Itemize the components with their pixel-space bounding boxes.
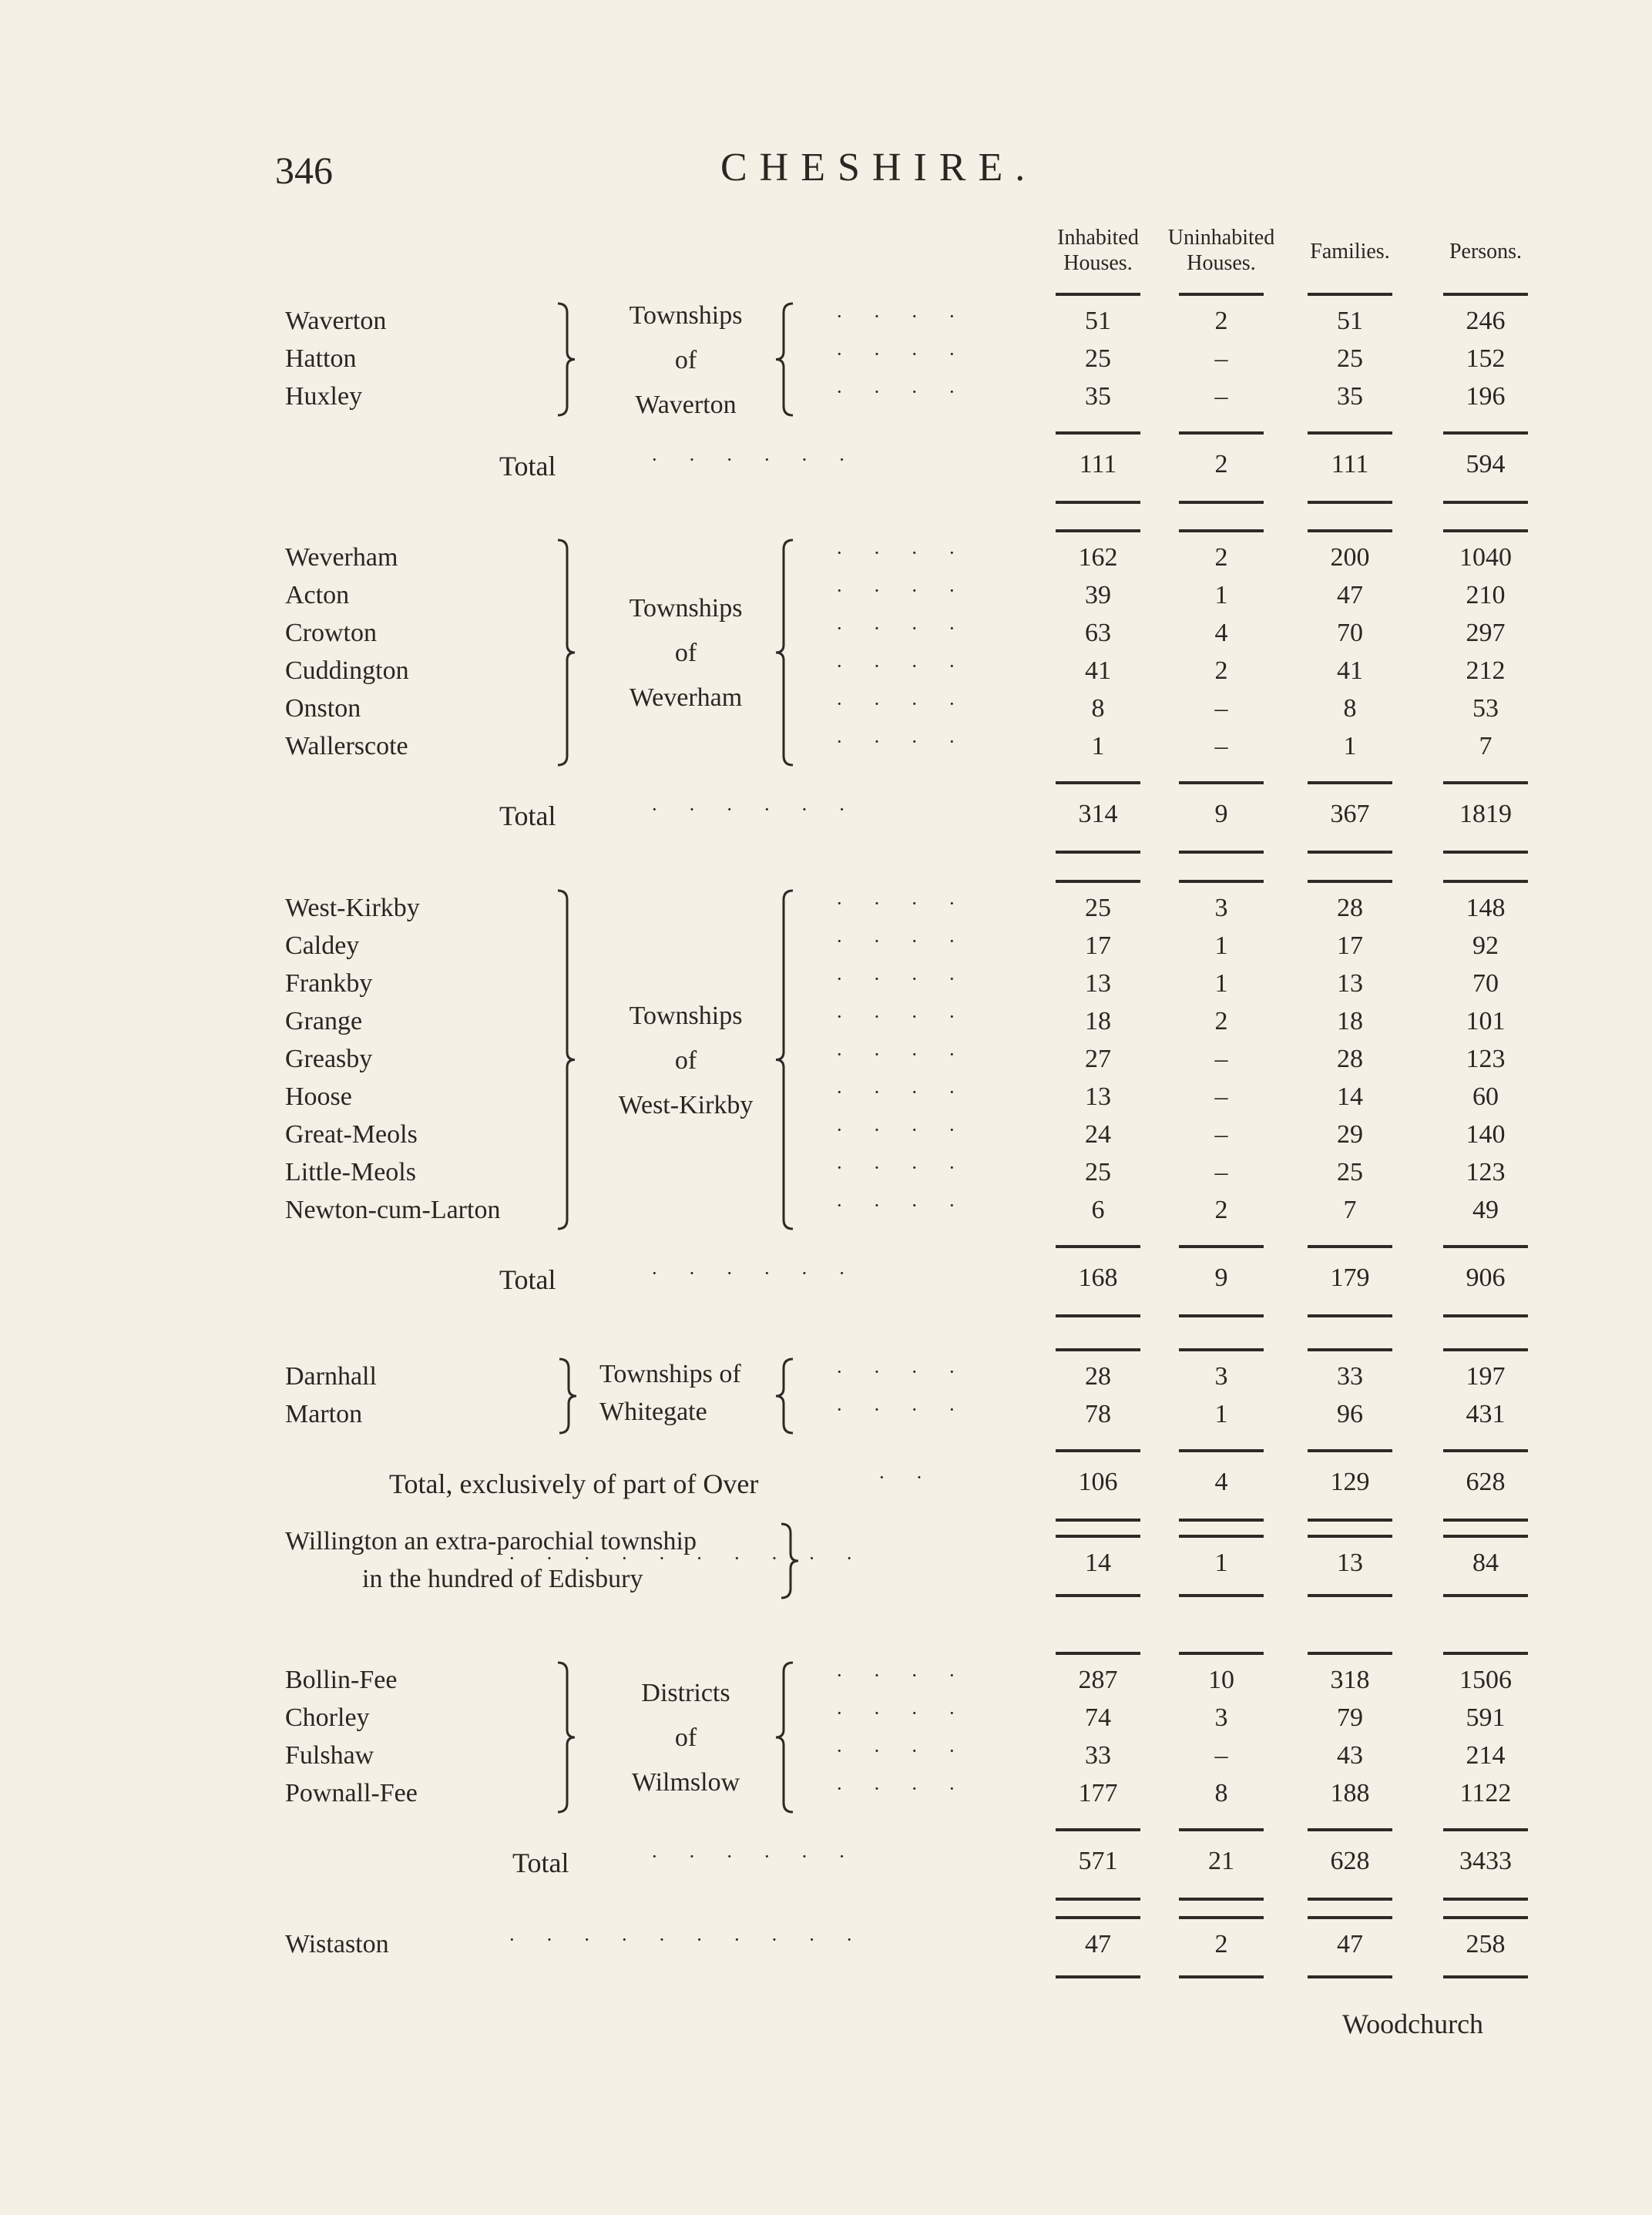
data-cell: 3 — [1214, 1703, 1228, 1732]
data-cell: 1 — [1091, 732, 1105, 760]
leader-dots: ···· — [836, 579, 986, 602]
column-rule — [1056, 501, 1140, 504]
column-rule — [1308, 1916, 1392, 1919]
data-cell: 49 — [1472, 1196, 1499, 1224]
column-rule — [1056, 1975, 1140, 1978]
column-rule — [1179, 1828, 1264, 1831]
data-cell: 431 — [1466, 1400, 1506, 1428]
data-cell: 1 — [1214, 581, 1228, 609]
group-label: Townships — [629, 594, 743, 623]
data-cell: 92 — [1472, 931, 1499, 960]
leader-dots: ···· — [836, 617, 986, 639]
data-cell: 25 — [1085, 1158, 1111, 1186]
column-rule — [1056, 1535, 1140, 1538]
leader-dots: ···· — [836, 655, 986, 677]
data-cell: 13 — [1337, 1549, 1363, 1577]
leader-dots: ···· — [836, 343, 986, 365]
page-number: 346 — [275, 149, 333, 192]
leader-dots: ···· — [836, 1361, 986, 1383]
data-cell: 123 — [1466, 1158, 1506, 1186]
column-rule — [1056, 1594, 1140, 1597]
right-brace — [556, 1358, 579, 1435]
data-cell: 28 — [1337, 894, 1363, 922]
column-rule — [1056, 880, 1140, 883]
place-name: in the hundred of Edisbury — [362, 1565, 643, 1593]
column-rule — [1308, 1898, 1392, 1901]
column-rule — [1179, 293, 1264, 296]
data-cell: 8 — [1091, 694, 1105, 723]
data-cell: 39 — [1085, 581, 1111, 609]
total-cell: 2 — [1214, 450, 1228, 478]
column-rule — [1308, 1348, 1392, 1351]
place-name: Caldey — [285, 931, 360, 960]
data-cell: 33 — [1085, 1741, 1111, 1770]
data-cell: 25 — [1337, 344, 1363, 373]
right-brace — [555, 1661, 578, 1814]
data-cell: 188 — [1330, 1779, 1370, 1807]
data-cell: 287 — [1078, 1666, 1118, 1694]
column-rule — [1308, 851, 1392, 854]
column-rule — [1443, 1535, 1528, 1538]
total-cell: 4 — [1214, 1468, 1228, 1496]
catchword: Woodchurch — [1342, 2009, 1484, 2039]
leader-dots: ···· — [836, 305, 986, 327]
leader-dots: ···· — [836, 1156, 986, 1179]
data-cell: 96 — [1337, 1400, 1363, 1428]
column-rule — [1179, 1898, 1264, 1901]
data-cell: 41 — [1085, 656, 1111, 685]
right-brace — [555, 539, 578, 767]
place-name: Bollin-Fee — [285, 1666, 398, 1694]
right-brace — [555, 889, 578, 1230]
column-rule — [1056, 1898, 1140, 1901]
column-rule — [1443, 1652, 1528, 1655]
leader-dots: ······ — [651, 1845, 876, 1868]
leader-dots: ···· — [836, 381, 986, 403]
place-name: Darnhall — [285, 1362, 377, 1391]
data-cell: 200 — [1330, 543, 1370, 572]
place-name: Greasby — [285, 1045, 373, 1073]
total-cell: 1819 — [1459, 800, 1512, 828]
data-cell: 2 — [1214, 1196, 1228, 1224]
left-brace — [773, 1661, 796, 1814]
group-label: of — [674, 1045, 697, 1075]
column-rule — [1179, 1535, 1264, 1538]
leader-dots: ······ — [651, 448, 876, 471]
column-rule — [1056, 1519, 1140, 1522]
data-cell: 17 — [1085, 931, 1111, 960]
place-name: West-Kirkby — [285, 894, 420, 922]
leader-dots: ···· — [836, 1398, 986, 1421]
leader-dots: ···· — [836, 1119, 986, 1141]
data-cell: 13 — [1085, 969, 1111, 998]
column-rule — [1308, 1519, 1392, 1522]
data-cell: 25 — [1085, 344, 1111, 373]
group-label: Waverton — [635, 390, 737, 419]
column-rule — [1179, 1449, 1264, 1452]
data-cell: 246 — [1466, 307, 1506, 335]
column-rule — [1308, 1652, 1392, 1655]
place-name: Willington an extra-parochial township — [285, 1527, 697, 1556]
data-cell: 84 — [1472, 1549, 1499, 1577]
column-rule — [1056, 1348, 1140, 1351]
column-rule — [1179, 1916, 1264, 1919]
place-name: Hoose — [285, 1082, 352, 1111]
total-label: Total, exclusively of part of Over — [389, 1468, 759, 1499]
data-cell: – — [1214, 1045, 1228, 1073]
data-cell: 2 — [1214, 543, 1228, 572]
data-cell: – — [1214, 732, 1228, 760]
data-cell: 2 — [1214, 1930, 1228, 1958]
data-cell: 1040 — [1459, 543, 1512, 572]
group-label: Weverham — [629, 683, 743, 712]
column-rule — [1443, 1314, 1528, 1317]
data-cell: 35 — [1085, 382, 1111, 411]
place-name: Crowton — [285, 619, 377, 647]
data-cell: 140 — [1466, 1120, 1506, 1149]
leader-dots: ···· — [836, 930, 986, 952]
families-header: Families. — [1310, 240, 1390, 263]
leader-dots: ······ — [651, 1262, 876, 1284]
column-rule — [1179, 1348, 1264, 1351]
data-cell: 1122 — [1459, 1779, 1512, 1807]
data-cell: 79 — [1337, 1703, 1363, 1732]
running-title: CHESHIRE. — [720, 146, 1038, 190]
data-cell: 47 — [1085, 1930, 1111, 1958]
column-rule — [1056, 529, 1140, 532]
column-rule — [1179, 781, 1264, 784]
column-rule — [1443, 431, 1528, 435]
data-cell: 2 — [1214, 656, 1228, 685]
right-brace — [555, 302, 578, 417]
total-cell: 367 — [1330, 800, 1370, 828]
data-cell: 7 — [1479, 732, 1493, 760]
leader-dots: ···· — [836, 693, 986, 715]
data-cell: – — [1214, 1158, 1228, 1186]
group-label: of — [674, 345, 697, 374]
column-rule — [1179, 1652, 1264, 1655]
leader-dots: ···· — [836, 542, 986, 564]
column-rule — [1443, 880, 1528, 883]
column-rule — [1443, 1519, 1528, 1522]
place-name: Pownall-Fee — [285, 1779, 418, 1807]
data-cell: – — [1214, 1082, 1228, 1111]
group-label: Wilmslow — [631, 1768, 740, 1797]
total-cell: 168 — [1078, 1264, 1118, 1292]
uninhabited-houses-header: Uninhabited Houses. — [1167, 226, 1275, 275]
leader-dots: ···· — [836, 968, 986, 990]
group-label: Districts — [641, 1679, 730, 1707]
column-rule — [1308, 529, 1392, 532]
total-cell: 21 — [1208, 1847, 1234, 1875]
data-cell: 63 — [1085, 619, 1111, 647]
data-cell: 1 — [1214, 931, 1228, 960]
data-cell: – — [1214, 344, 1228, 373]
column-rule — [1308, 1594, 1392, 1597]
group-label: of — [674, 639, 697, 667]
total-label: Total — [512, 1848, 569, 1878]
column-rule — [1443, 501, 1528, 504]
leader-dots: ···· — [836, 1777, 986, 1800]
data-cell: 212 — [1466, 656, 1506, 685]
total-cell: 179 — [1330, 1264, 1370, 1292]
data-cell: 1 — [1214, 969, 1228, 998]
place-name: Marton — [285, 1400, 363, 1428]
data-cell: 591 — [1466, 1703, 1506, 1732]
left-brace — [773, 1358, 796, 1435]
column-rule — [1056, 1245, 1140, 1248]
data-cell: 41 — [1337, 656, 1363, 685]
total-cell: 129 — [1330, 1468, 1370, 1496]
total-cell: 3433 — [1459, 1847, 1512, 1875]
column-rule — [1056, 781, 1140, 784]
data-cell: 297 — [1466, 619, 1506, 647]
data-cell: 3 — [1214, 1362, 1228, 1391]
persons-header: Persons. — [1449, 240, 1523, 263]
leader-dots: ·········· — [509, 1547, 884, 1569]
leader-dots: ·········· — [509, 1928, 884, 1951]
group-label: of — [674, 1723, 697, 1752]
data-cell: 47 — [1337, 1930, 1363, 1958]
column-rule — [1179, 880, 1264, 883]
leader-dots: ······ — [651, 798, 876, 821]
leader-dots: ···· — [836, 1081, 986, 1103]
data-cell: 51 — [1337, 307, 1363, 335]
data-cell: 74 — [1085, 1703, 1111, 1732]
total-cell: 571 — [1078, 1847, 1118, 1875]
data-cell: 197 — [1466, 1362, 1506, 1391]
data-cell: 318 — [1330, 1666, 1370, 1694]
total-cell: 111 — [1331, 450, 1369, 478]
place-name: Wistaston — [285, 1930, 389, 1958]
column-rule — [1179, 529, 1264, 532]
column-rule — [1179, 501, 1264, 504]
column-rule — [1308, 1975, 1392, 1978]
column-rule — [1443, 1916, 1528, 1919]
total-cell: 906 — [1466, 1264, 1506, 1292]
data-cell: 196 — [1466, 382, 1506, 411]
data-cell: 60 — [1472, 1082, 1499, 1111]
data-cell: 162 — [1078, 543, 1118, 572]
data-cell: 8 — [1214, 1779, 1228, 1807]
column-rule — [1056, 1828, 1140, 1831]
total-cell: 628 — [1466, 1468, 1506, 1496]
place-name: Newton-cum-Larton — [285, 1196, 501, 1224]
column-rule — [1056, 1652, 1140, 1655]
data-cell: 152 — [1466, 344, 1506, 373]
leader-dots: ···· — [836, 1740, 986, 1762]
column-rule — [1443, 1245, 1528, 1248]
data-cell: 43 — [1337, 1741, 1363, 1770]
column-rule — [1443, 781, 1528, 784]
data-cell: – — [1214, 1741, 1228, 1770]
column-rule — [1443, 293, 1528, 296]
place-name: Cuddington — [285, 656, 409, 685]
inhabited-houses-header: Inhabited Houses. — [1057, 226, 1139, 275]
column-rule — [1056, 1916, 1140, 1919]
leader-dots: ·· — [878, 1466, 954, 1488]
data-cell: 3 — [1214, 894, 1228, 922]
place-name: Grange — [285, 1007, 363, 1035]
total-label: Total — [499, 1264, 556, 1295]
data-cell: 1506 — [1459, 1666, 1512, 1694]
data-cell: 25 — [1337, 1158, 1363, 1186]
data-cell: 2 — [1214, 1007, 1228, 1035]
column-rule — [1308, 1828, 1392, 1831]
column-rule — [1308, 781, 1392, 784]
column-rule — [1179, 851, 1264, 854]
data-cell: 10 — [1208, 1666, 1234, 1694]
data-cell: 13 — [1337, 969, 1363, 998]
total-cell: 9 — [1214, 1264, 1228, 1292]
place-name: Little-Meols — [285, 1158, 416, 1186]
data-cell: 1 — [1214, 1549, 1228, 1577]
data-cell: 47 — [1337, 581, 1363, 609]
data-cell: 70 — [1472, 969, 1499, 998]
data-cell: 4 — [1214, 619, 1228, 647]
data-cell: 101 — [1466, 1007, 1506, 1035]
data-cell: 123 — [1466, 1045, 1506, 1073]
data-cell: – — [1214, 382, 1228, 411]
data-cell: 210 — [1466, 581, 1506, 609]
left-brace — [773, 302, 796, 417]
leader-dots: ···· — [836, 1043, 986, 1066]
column-rule — [1308, 1535, 1392, 1538]
data-cell: 6 — [1091, 1196, 1105, 1224]
column-rule — [1443, 1975, 1528, 1978]
total-cell: 628 — [1330, 1847, 1370, 1875]
place-name: Wallerscote — [285, 732, 408, 760]
place-name: Onston — [285, 694, 361, 723]
left-brace — [773, 889, 796, 1230]
total-cell: 594 — [1466, 450, 1506, 478]
data-cell: 8 — [1343, 694, 1357, 723]
group-label: West-Kirkby — [618, 1090, 754, 1119]
data-cell: 214 — [1466, 1741, 1506, 1770]
data-cell: 70 — [1337, 619, 1363, 647]
column-rule — [1443, 851, 1528, 854]
leader-dots: ···· — [836, 730, 986, 753]
data-cell: 14 — [1085, 1549, 1111, 1577]
column-rule — [1056, 1449, 1140, 1452]
data-cell: 28 — [1085, 1362, 1111, 1391]
place-name: Great-Meols — [285, 1120, 418, 1149]
column-rule — [1308, 1245, 1392, 1248]
column-rule — [1443, 1828, 1528, 1831]
data-cell: 18 — [1337, 1007, 1363, 1035]
column-rule — [1179, 1245, 1264, 1248]
leader-dots: ···· — [836, 1664, 986, 1686]
total-cell: 106 — [1078, 1468, 1118, 1496]
group-label: Townships — [629, 1001, 743, 1030]
column-rule — [1179, 1314, 1264, 1317]
data-cell: – — [1214, 694, 1228, 723]
column-rule — [1179, 1594, 1264, 1597]
column-rule — [1308, 431, 1392, 435]
total-cell: 314 — [1078, 800, 1118, 828]
place-name: Hatton — [285, 344, 357, 373]
place-name: Chorley — [285, 1703, 370, 1732]
leader-dots: ···· — [836, 1194, 986, 1217]
column-rule — [1308, 501, 1392, 504]
data-cell: 35 — [1337, 382, 1363, 411]
column-rule — [1443, 529, 1528, 532]
column-rule — [1179, 431, 1264, 435]
data-cell: 14 — [1337, 1082, 1363, 1111]
data-cell: 258 — [1466, 1930, 1506, 1958]
group-label: Townships — [629, 300, 743, 330]
data-cell: 29 — [1337, 1120, 1363, 1149]
data-cell: 13 — [1085, 1082, 1111, 1111]
column-rule — [1443, 1449, 1528, 1452]
column-rule — [1443, 1594, 1528, 1597]
column-rule — [1056, 431, 1140, 435]
place-name: Acton — [285, 581, 350, 609]
column-rule — [1056, 293, 1140, 296]
data-cell: 53 — [1472, 694, 1499, 723]
data-cell: 78 — [1085, 1400, 1111, 1428]
total-cell: 9 — [1214, 800, 1228, 828]
data-cell: 25 — [1085, 894, 1111, 922]
total-cell: 111 — [1079, 450, 1117, 478]
column-rule — [1308, 880, 1392, 883]
column-rule — [1308, 1314, 1392, 1317]
place-name: Frankby — [285, 969, 373, 998]
group-label: Whitegate — [599, 1398, 707, 1426]
data-cell: 2 — [1214, 307, 1228, 335]
column-rule — [1056, 851, 1140, 854]
data-cell: 177 — [1078, 1779, 1118, 1807]
place-name: Weverham — [285, 543, 398, 572]
data-cell: 1 — [1214, 1400, 1228, 1428]
data-cell: 1 — [1343, 732, 1357, 760]
data-cell: 24 — [1085, 1120, 1111, 1149]
data-cell: 33 — [1337, 1362, 1363, 1391]
place-name: Waverton — [285, 307, 387, 335]
leader-dots: ···· — [836, 1005, 986, 1028]
data-cell: 18 — [1085, 1007, 1111, 1035]
data-cell: 17 — [1337, 931, 1363, 960]
column-rule — [1308, 1449, 1392, 1452]
group-label: Townships of — [599, 1360, 741, 1388]
total-label: Total — [499, 800, 556, 831]
column-rule — [1443, 1898, 1528, 1901]
place-name: Huxley — [285, 382, 363, 411]
place-name: Fulshaw — [285, 1741, 374, 1770]
total-label: Total — [499, 451, 556, 482]
leader-dots: ···· — [836, 892, 986, 915]
data-cell: 51 — [1085, 307, 1111, 335]
data-cell: 28 — [1337, 1045, 1363, 1073]
column-rule — [1056, 1314, 1140, 1317]
data-cell: 7 — [1343, 1196, 1357, 1224]
data-cell: – — [1214, 1120, 1228, 1149]
data-cell: 148 — [1466, 894, 1506, 922]
left-brace — [773, 539, 796, 767]
column-rule — [1443, 1348, 1528, 1351]
column-rule — [1308, 293, 1392, 296]
leader-dots: ···· — [836, 1702, 986, 1724]
data-cell: 27 — [1085, 1045, 1111, 1073]
column-rule — [1179, 1975, 1264, 1978]
column-rule — [1179, 1519, 1264, 1522]
